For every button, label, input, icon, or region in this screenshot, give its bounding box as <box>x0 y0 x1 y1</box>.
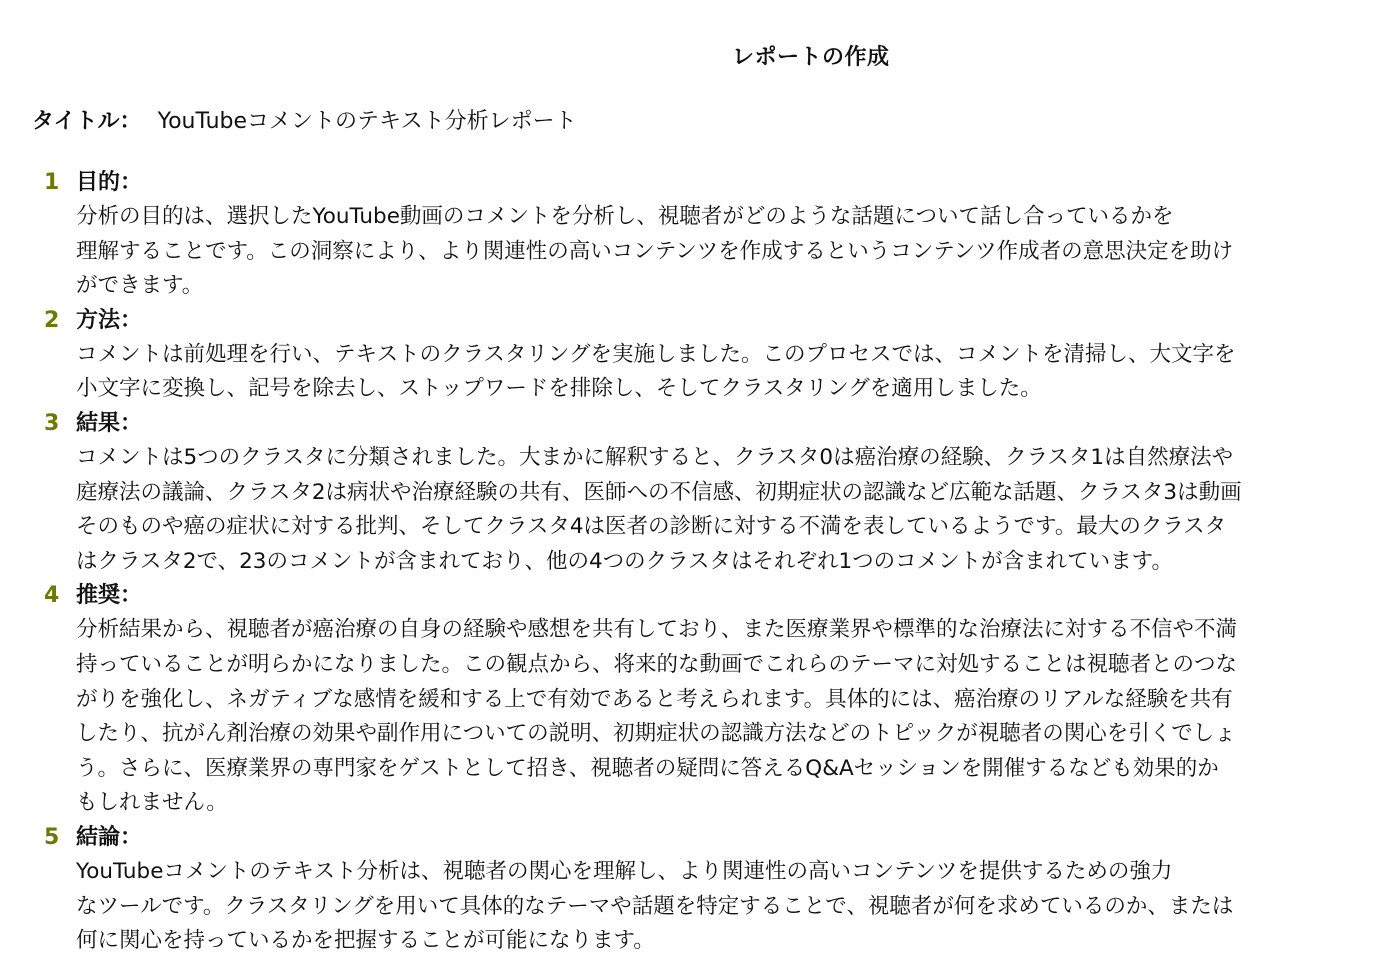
section-line: う。さらに、医療業界の専門家をゲストとして招き、視聴者の疑問に答えるQ&Aセッションを開催するなども効果的か <box>76 755 1219 781</box>
section-number: 4 <box>44 583 60 609</box>
report-heading-text: レポートの作成 <box>732 45 890 70</box>
section-line: 理解することです。この洞察により、より関連性の高いコンテンツを作成するというコンテンツ作成者の意思決定を助け <box>76 238 1234 264</box>
section-title: 推奨： <box>76 583 143 609</box>
section-title: 目的： <box>76 170 143 195</box>
section-header <box>44 579 1344 613</box>
section-line: そのものや癌の症状に対する批判、そしてクラスタ4は医者の診断に対する不満を表しているようです。最大のクラスタ <box>76 514 1227 540</box>
section-number: 5 <box>44 824 60 850</box>
section-header <box>44 166 1344 200</box>
section-results <box>44 407 1344 579</box>
section-line: したり、抗がん剤治療の効果や副作用についての説明、初期症状の認識方法などのトピックが視聴者の関心を引くでしょ <box>76 721 1236 747</box>
section-recommendation <box>44 579 1344 821</box>
section-title: 方法： <box>76 307 143 333</box>
section-line: 分析の目的は、選択したYouTube動画のコメントを分析し、視聴者がどのような話題について話し合っているかを <box>76 204 1174 229</box>
section-line: 庭療法の議論、クラスタ2は病状や治療経験の共有、医師への不信感、初期症状の認識など広範な話題、クラスタ3は動画 <box>76 479 1242 505</box>
section-header <box>44 407 1344 441</box>
section-purpose <box>44 166 1344 304</box>
section-line: 小文字に変換し、記号を除去し、ストップワードを排除し、そしてクラスタリングを適用しました。 <box>76 376 1042 402</box>
section-line: コメントは前処理を行い、テキストのクラスタリングを実施しました。このプロセスでは、コメントを清掃し、大文字を <box>76 341 1236 367</box>
section-header <box>44 304 1344 338</box>
section-line: 分析結果から、視聴者が癌治療の自身の経験や感想を共有しており、また医療業界や標準的な治療法に対する不信や不満 <box>76 617 1238 643</box>
section-number: 3 <box>44 410 60 436</box>
document-title <box>32 104 577 135</box>
title-value: YouTubeコメントのテキスト分析レポート <box>157 109 577 134</box>
section-header <box>44 821 1344 855</box>
section-method <box>44 304 1344 407</box>
section-line: YouTubeコメントのテキスト分析は、視聴者の関心を理解し、より関連性の高いコンテンツを提供するための強力 <box>76 858 1173 884</box>
section-line: はクラスタ2で、23のコメントが含まれており、他の4つのクラスタはそれぞれ1つのコメントが含まれています。 <box>76 548 1173 574</box>
title-label: タイトル： <box>32 109 142 134</box>
section-conclusion <box>44 821 1344 959</box>
section-title: 結果： <box>76 410 143 436</box>
section-number: 2 <box>44 307 60 333</box>
section-line: 持っていることが明らかになりました。この観点から、将来的な動画でこれらのテーマに対処することは視聴者とのつな <box>76 651 1238 677</box>
section-line: なツールです。クラスタリングを用いて具体的なテーマや話題を特定することで、視聴者が何を求めているのか、または <box>76 893 1234 919</box>
section-line: 何に関心を持っているかを把握することが可能になります。 <box>76 928 655 954</box>
section-line: コメントは5つのクラスタに分類されました。大まかに解釈すると、クラスタ0は癌治療の経験、クラスタ1は自然療法や <box>76 444 1234 470</box>
section-number: 1 <box>44 170 60 195</box>
report-sections <box>44 166 1344 959</box>
section-title: 結論： <box>76 824 143 850</box>
section-line: もしれません。 <box>76 790 228 816</box>
section-line: ができます。 <box>76 273 204 299</box>
section-line: がりを強化し、ネガティブな感情を緩和する上で有効であると考えられます。具体的には、癌治療のリアルな経験を共有 <box>76 686 1233 712</box>
